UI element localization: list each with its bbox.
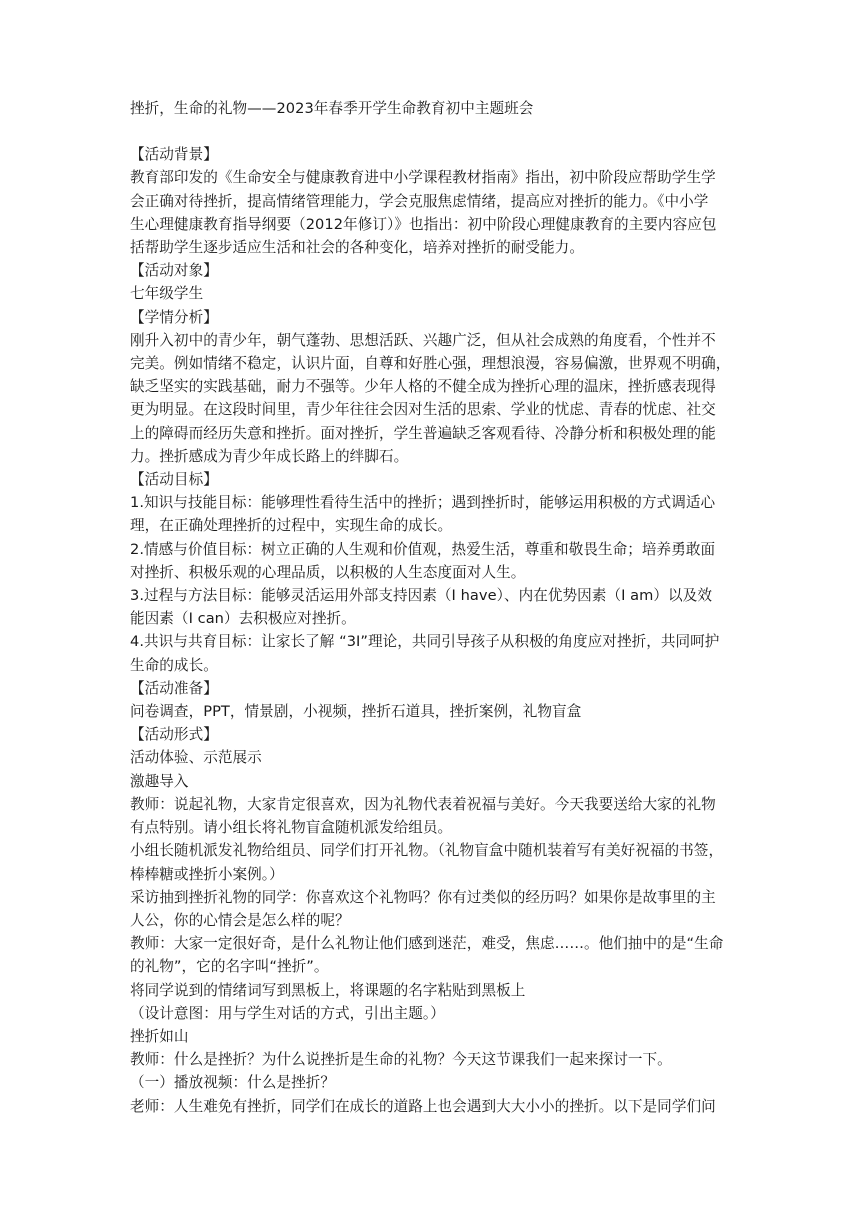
- text-line: 小组长随机派发礼物给组员、同学们打开礼物。（礼物盲盒中随机装着写有美好祝福的书签，: [130, 842, 724, 860]
- text-line: 会正确对待挫折，提高情绪管理能力，学会克服焦虑情绪，提高应对挫折的能力。《中小学: [130, 192, 709, 210]
- text-line: 4.共识与共育目标：让家长了解 “3I”理论，共同引导孩子从积极的角度应对挫折，共同呵护: [130, 633, 720, 651]
- text-line: 更为明显。在这段时间里，青少年往往会因对生活的思索、学业的忧虑、青春的忧虑、社交: [130, 401, 716, 419]
- text-line: 【活动目标】: [130, 471, 218, 489]
- text-line: 将同学说到的情绪词写到黑板上，将课题的名字粘贴到黑板上: [130, 981, 526, 999]
- text-line: （设计意图：用与学生对话的方式，引出主题。）: [130, 1004, 445, 1022]
- text-line: 的礼物”，它的名字叫“挫折”。: [130, 958, 329, 976]
- text-line: 【学情分析】: [130, 308, 218, 326]
- text-line: 活动体验、示范展示: [130, 749, 262, 767]
- document-body: [130, 143, 734, 1118]
- text-line: 刚升入初中的青少年，朝气蓬勃、思想活跃、兴趣广泛，但从社会成熟的角度看，个性并不: [130, 331, 716, 349]
- text-line: 【活动对象】: [130, 262, 218, 280]
- text-line: 【活动形式】: [130, 726, 218, 744]
- text-line: 【活动背景】: [130, 146, 218, 164]
- text-line: 2.情感与价值目标：树立正确的人生观和价值观，热爱生活，尊重和敬畏生命；培养勇敢面: [130, 540, 716, 558]
- text-line: 括帮助学生逐步适应生活和社会的各种变化，培养对挫折的耐受能力。: [130, 239, 584, 257]
- text-line: 采访抽到挫折礼物的同学：你喜欢这个礼物吗？你有过类似的经历吗？如果你是故事里的主: [130, 888, 716, 906]
- text-line: 教师：大家一定很好奇，是什么礼物让他们感到迷茫，难受，焦虑……。他们抽中的是“生命: [130, 935, 724, 953]
- text-line: 【活动准备】: [130, 679, 218, 697]
- text-line: 1.知识与技能目标：能够理性看待生活中的挫折；遇到挫折时，能够运用积极的方式调适心: [130, 494, 716, 512]
- text-line: 七年级学生: [130, 285, 204, 303]
- document-title: 挫折，生命的礼物——2023年春季开学生命教育初中主题班会: [130, 100, 534, 117]
- text-line: 生命的成长。: [130, 656, 218, 674]
- text-line: 棒棒糖或挫折小案例。）: [130, 865, 284, 883]
- text-line: 对挫折、积极乐观的心理品质，以积极的人生态度面对人生。: [130, 563, 526, 581]
- text-line: 缺乏坚实的实践基础，耐力不强等。少年人格的不健全成为挫折心理的温床，挫折感表现得: [130, 378, 716, 396]
- text-line: 生心理健康教育指导纲要（2012年修订）》也指出：初中阶段心理健康教育的主要内容应包: [130, 215, 717, 233]
- text-line: 挫折如山: [130, 1027, 189, 1045]
- text-line: 激趣导入: [130, 772, 189, 790]
- text-line: 问卷调查，PPT，情景剧，小视频，挫折石道具，挫折案例，礼物盲盒: [130, 703, 582, 721]
- document-page: [130, 97, 734, 1118]
- text-line: 3.过程与方法目标：能够灵活运用外部支持因素（I have）、内在优势因素（I am）以及效: [130, 587, 712, 605]
- text-line: 力。挫折感成为青少年成长路上的绊脚石。: [130, 447, 409, 465]
- text-line: 教师：说起礼物，大家肯定很喜欢，因为礼物代表着祝福与美好。今天我要送给大家的礼物: [130, 795, 716, 813]
- text-line: 教师：什么是挫折？为什么说挫折是生命的礼物？今天这节课我们一起来探讨一下。: [130, 1051, 672, 1069]
- text-line: 上的障碍而经历失意和挫折。面对挫折，学生普遍缺乏客观看待、冷静分析和积极处理的能: [130, 424, 716, 442]
- text-line: （一）播放视频：什么是挫折？: [130, 1074, 336, 1092]
- text-line: 教育部印发的《生命安全与健康教育进中小学课程教材指南》指出，初中阶段应帮助学生学: [130, 169, 716, 187]
- text-line: 老师：人生难免有挫折，同学们在成长的道路上也会遇到大大小小的挫折。以下是同学们问: [130, 1097, 716, 1115]
- text-line: 能因素（I can）去积极应对挫折。: [130, 610, 356, 628]
- text-line: 完美。例如情绪不稳定，认识片面，自尊和好胜心强，理想浪漫，容易偏激，世界观不明确，: [130, 355, 731, 373]
- text-line: 有点特别。请小组长将礼物盲盒随机派发给组员。: [130, 819, 453, 837]
- text-line: 人公，你的心情会是怎么样的呢？: [130, 911, 350, 929]
- text-line: 理，在正确处理挫折的过程中，实现生命的成长。: [130, 517, 453, 535]
